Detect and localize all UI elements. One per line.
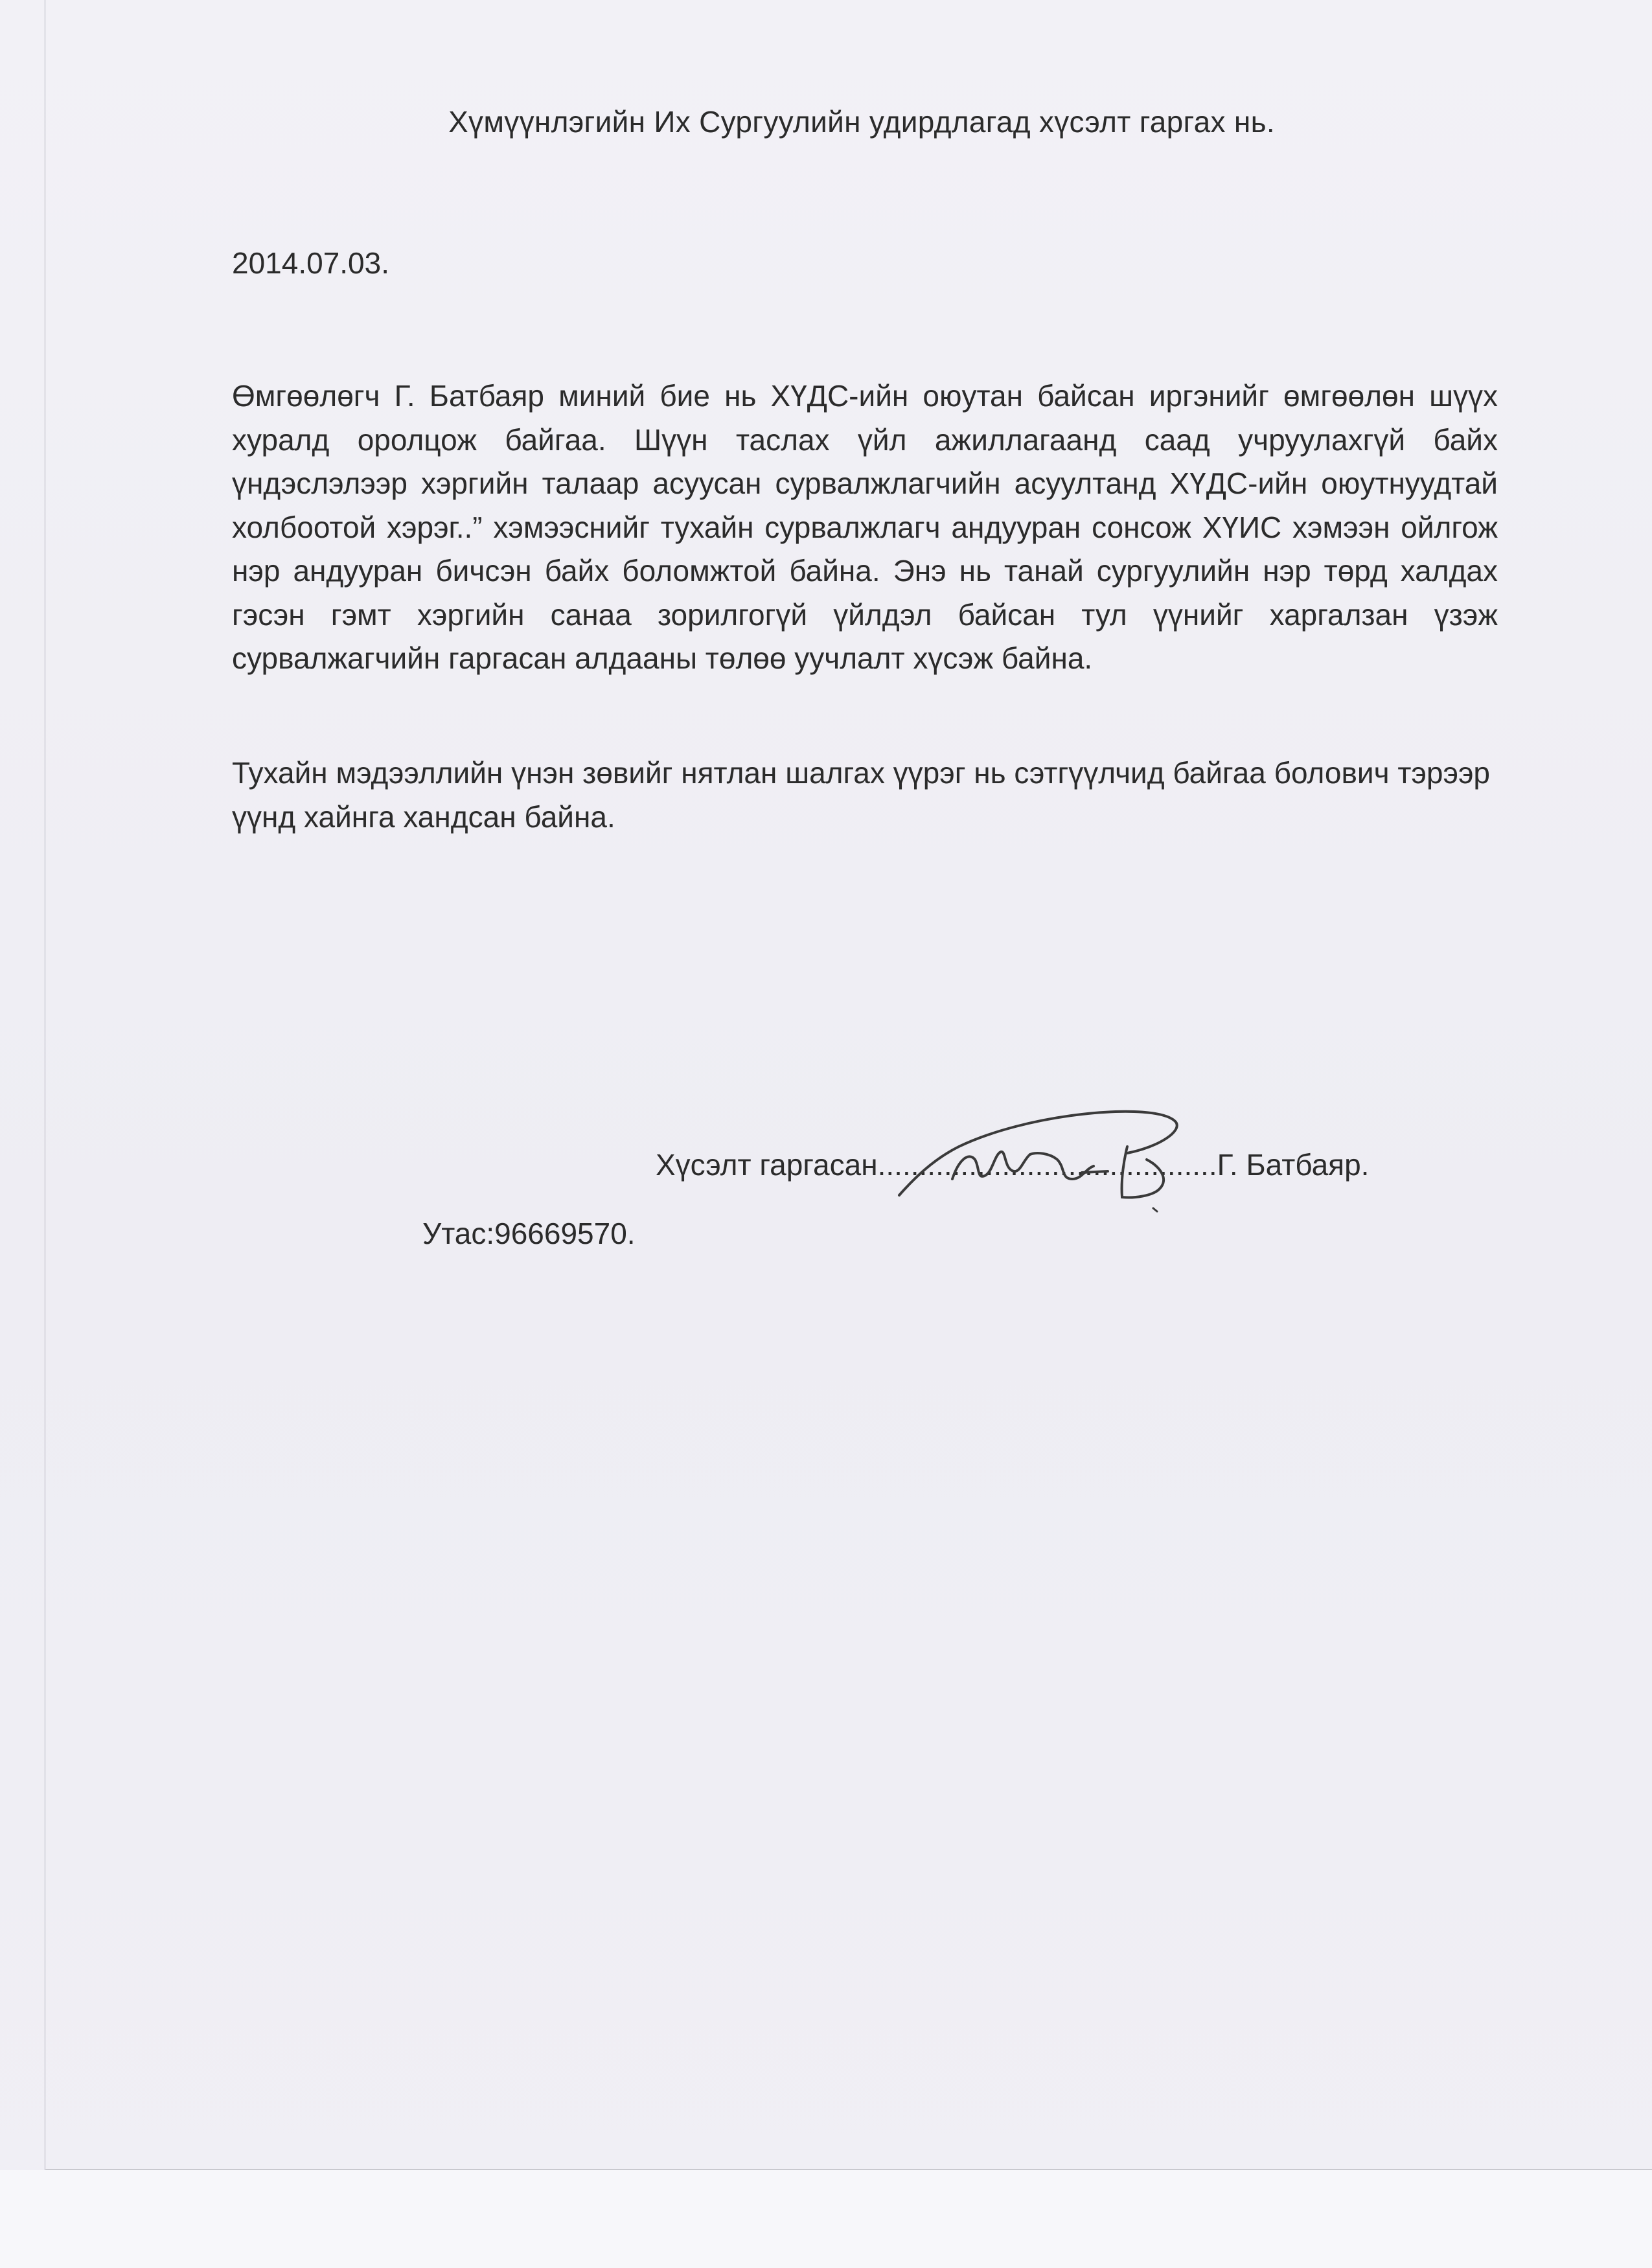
signature-line: Хүсэлт гаргасан.........................................Г. Батбаяр. [656,1148,1370,1182]
scan-bottom-margin [0,2170,1652,2268]
body-paragraph-2: Тухайн мэдээллийн үнэн зөвийг нятлан шалгах үүрэг нь сэтгүүлчид байгаа болович тэрээр үүнд хайнга хандсан байна. [232,756,1491,834]
document-title: Хүмүүнлэгийн Их Сургуулийн удирдлагад хүсэлт гаргах нь. [448,105,1275,139]
handwritten-signature [888,1082,1211,1218]
scan-left-edge [44,0,46,2170]
body-paragraph-1: Өмгөөлөгч Г. Батбаяр миний бие нь ХҮДС-ийн оюутан байсан иргэнийг өмгөөлөн шүүх хуралд оролцож байгаа. Шүүн таслах үйл ажиллагаанд саад учруулахгүй байх үндэслэлээр хэргийн талаар асуусан сурвалжлагчийн асуултанд ХҮДС-ийн оюутнуудтай холбоотой хэрэг..” хэмээснийг тухайн сурвалжлагч андууран сонсож ХҮИС хэмээн ойлгож нэр андууран бичсэн байх боломжтой байна. Энэ нь танай сургуулийн нэр төрд халдах гэсэн гэмт хэргийн санаа зорилгогүй үйлдэл байсан тул үүнийг харгалзан үзэж сурвалжагчийн гаргасан алдааны төлөө уучлалт хүсэж байна. [232,379,1498,675]
document-date: 2014.07.03. [232,246,390,280]
phone-number: Утас:96669570. [422,1217,636,1250]
